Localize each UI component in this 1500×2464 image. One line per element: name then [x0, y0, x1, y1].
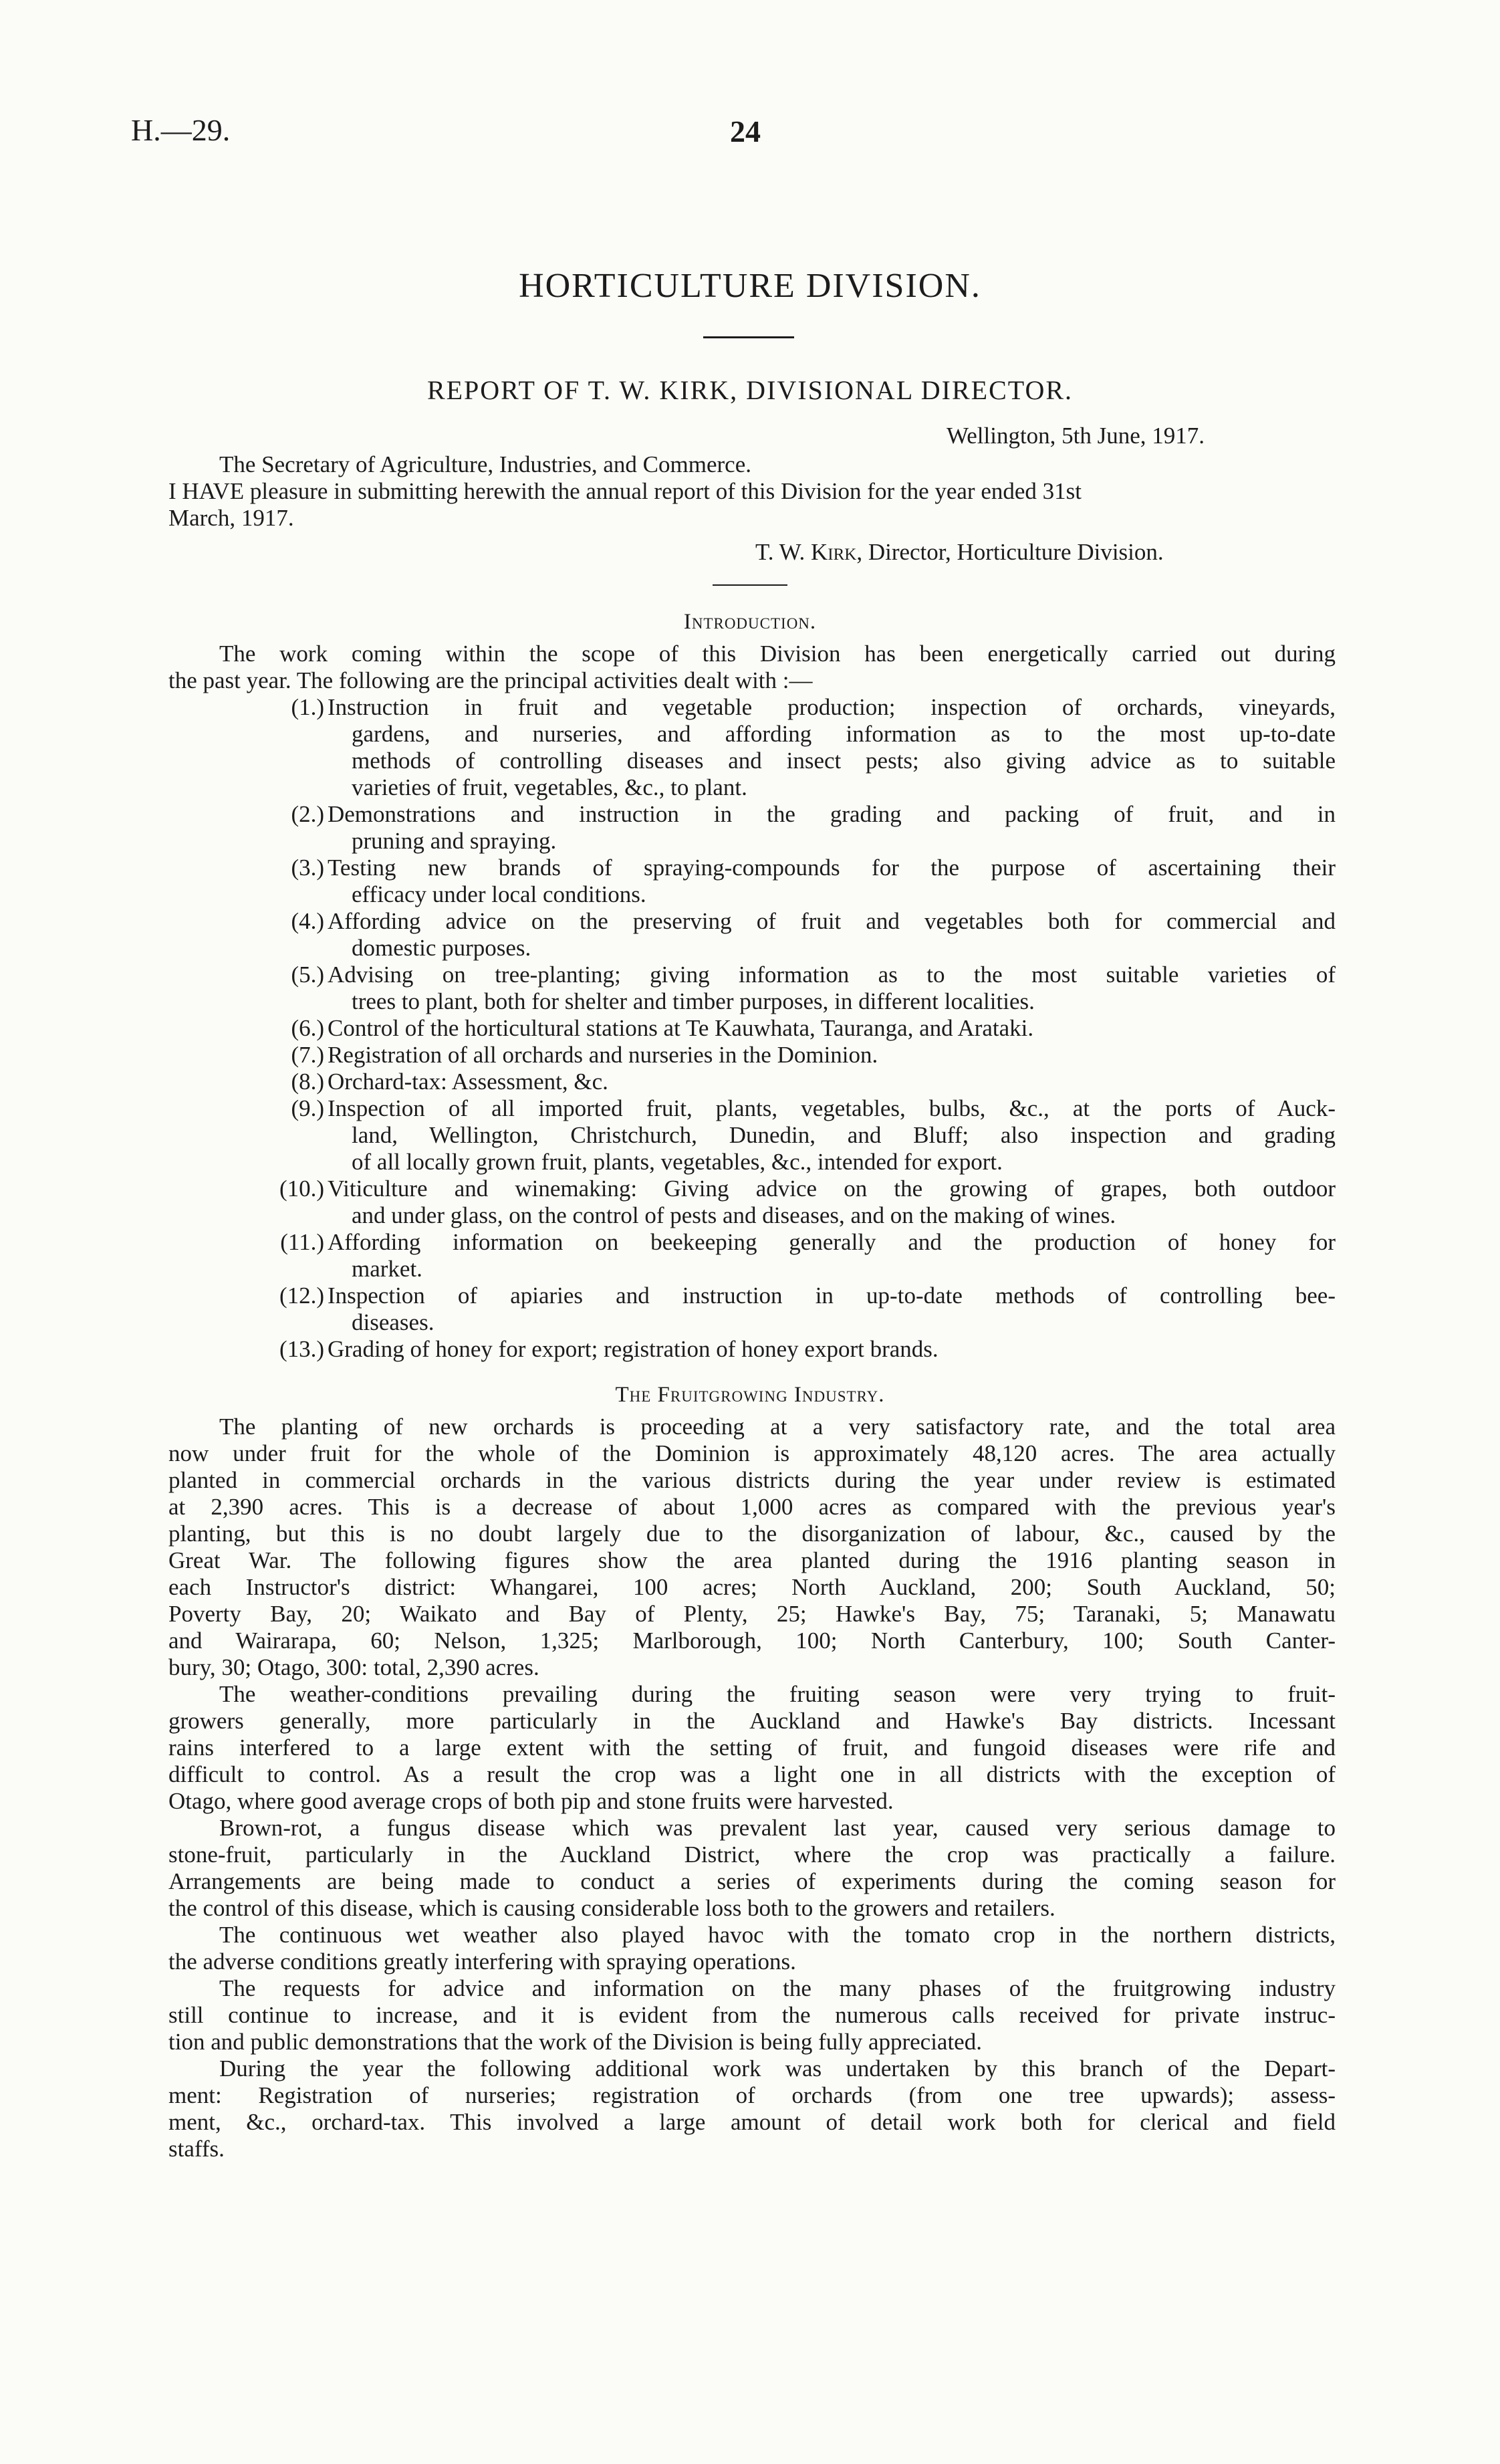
activity-number: (13.): [279, 1336, 324, 1362]
activity-line: methods of controlling diseases and insect pests; also giving advice as to suitable: [352, 748, 1336, 774]
fruitgrowing-line: now under fruit for the whole of the Dominion is approximately 48,120 acres. The area actually: [168, 1440, 1336, 1466]
activity-line: Testing new brands of spraying-compounds for the purpose of ascertaining their: [328, 855, 1336, 881]
letter-body-line-2: March, 1917.: [168, 505, 294, 531]
introduction-heading: Introduction.: [683, 610, 817, 634]
activity-number: (11.): [280, 1229, 324, 1255]
fruitgrowing-line: difficult to control. As a result the crop was a light one in all districts with the exception of: [168, 1761, 1336, 1787]
letter-divider: [713, 584, 787, 586]
activity-line: Registration of all orchards and nurseries in the Dominion.: [328, 1042, 878, 1068]
fruitgrowing-line: Arrangements are being made to conduct a series of experiments during the coming season for: [168, 1868, 1336, 1894]
fruitgrowing-line: stone-fruit, particularly in the Auckland District, where the crop was practically a failure.: [168, 1841, 1336, 1868]
activity-line: trees to plant, both for shelter and timber purposes, in different localities.: [352, 988, 1035, 1014]
letter-addressee: The Secretary of Agriculture, Industries, and Commerce.: [219, 451, 751, 477]
page-title: HORTICULTURE DIVISION.: [519, 267, 981, 305]
activity-line: diseases.: [352, 1309, 434, 1335]
activity-line: and under glass, on the control of pests and diseases, and on the making of wines.: [352, 1202, 1116, 1228]
signature-initials: T. W.: [755, 539, 811, 565]
fruitgrowing-line: bury, 30; Otago, 300: total, 2,390 acres.: [168, 1654, 539, 1680]
activity-number: (1.): [291, 694, 324, 720]
activity-line: of all locally grown fruit, plants, vegetables, &c., intended for export.: [352, 1149, 1003, 1175]
activity-number: (8.): [291, 1069, 324, 1095]
fruitgrowing-line: Great War. The following figures show the area planted during the 1916 planting season in: [168, 1547, 1336, 1573]
introduction-line-1: The work coming within the scope of this Division has been energetically carried out during: [219, 641, 1336, 667]
activity-line: varieties of fruit, vegetables, &c., to plant.: [352, 774, 747, 800]
activity-line: land, Wellington, Christchurch, Dunedin, and Bluff; also inspection and grading: [352, 1122, 1336, 1148]
activity-line: pruning and spraying.: [352, 828, 557, 854]
fruitgrowing-line: the adverse conditions greatly interfering with spraying operations.: [168, 1948, 796, 1975]
activity-line: Grading of honey for export; registration of honey export brands.: [328, 1336, 939, 1362]
activity-line: gardens, and nurseries, and affording information as to the most up-to-date: [352, 721, 1336, 747]
activity-line: Inspection of all imported fruit, plants, vegetables, bulbs, &c., at the ports of Auck-: [328, 1095, 1336, 1121]
fruitgrowing-line: ment: Registration of nurseries; registration of orchards (from one tree upwards); assess-: [168, 2082, 1336, 2108]
fruitgrowing-line: rains interfered to a large extent with the setting of fruit, and fungoid diseases were rife and: [168, 1734, 1336, 1761]
fruitgrowing-line: at 2,390 acres. This is a decrease of about 1,000 acres as compared with the previous year's: [168, 1494, 1336, 1520]
page-number: 24: [730, 114, 761, 148]
activity-line: Orchard-tax: Assessment, &c.: [328, 1069, 608, 1095]
activity-line: domestic purposes.: [352, 935, 531, 961]
fruitgrowing-line: each Instructor's district: Whangarei, 100 acres; North Auckland, 200; South Auckland, 50;: [168, 1574, 1336, 1600]
activity-line: Control of the horticultural stations at Te Kauwhata, Tauranga, and Arataki.: [328, 1015, 1034, 1041]
fruitgrowing-line: still continue to increase, and it is evident from the numerous calls received for private instruc-: [168, 2002, 1336, 2028]
activity-line: efficacy under local conditions.: [352, 881, 646, 907]
fruitgrowing-line: The requests for advice and information on the many phases of the fruitgrowing industry: [219, 1975, 1336, 2001]
activity-number: (12.): [279, 1282, 324, 1309]
activity-line: Affording information on beekeeping generally and the production of honey for: [328, 1229, 1336, 1255]
activity-line: Affording advice on the preserving of fruit and vegetables both for commercial and: [328, 908, 1336, 934]
activity-line: Advising on tree-planting; giving information as to the most suitable varieties of: [328, 962, 1336, 988]
fruitgrowing-line: the control of this disease, which is causing considerable loss both to the growers and retailers.: [168, 1895, 1055, 1921]
letter-signature: [755, 539, 1164, 566]
activity-number: (7.): [291, 1042, 324, 1068]
introduction-line-2: the past year. The following are the principal activities dealt with :—: [168, 667, 813, 693]
fruitgrowing-line: growers generally, more particularly in the Auckland and Hawke's Bay districts. Incessant: [168, 1708, 1336, 1734]
activity-number: (3.): [291, 855, 324, 881]
activity-number: (10.): [279, 1175, 324, 1202]
fruitgrowing-line: Poverty Bay, 20; Waikato and Bay of Plenty, 25; Hawke's Bay, 75; Taranaki, 5; Manawatu: [168, 1601, 1336, 1627]
signature-name: Kirk: [810, 539, 857, 565]
activity-number: (6.): [291, 1015, 324, 1041]
letter-body-lead: I HAVE: [168, 478, 245, 504]
fruitgrowing-line: and Wairarapa, 60; Nelson, 1,325; Marlborough, 100; North Canterbury, 100; South Canter-: [168, 1628, 1336, 1654]
letter-place-date: Wellington, 5th June, 1917.: [947, 423, 1205, 449]
title-divider: [703, 336, 794, 338]
fruitgrowing-line: staffs.: [168, 2136, 225, 2162]
fruitgrowing-line: Otago, where good average crops of both pip and stone fruits were harvested.: [168, 1788, 894, 1814]
report-reference: H.—29.: [131, 113, 231, 147]
activity-line: Instruction in fruit and vegetable production; inspection of orchards, vineyards,: [328, 694, 1336, 720]
letter-body-line: [168, 478, 1082, 505]
activity-line: Inspection of apiaries and instruction in up-to-date methods of controlling bee-: [328, 1282, 1336, 1309]
fruitgrowing-line: Brown-rot, a fungus disease which was prevalent last year, caused very serious damage to: [219, 1815, 1336, 1841]
activity-number: (9.): [291, 1095, 324, 1121]
letter-body-rest: pleasure in submitting herewith the annual report of this Division for the year ended 31st: [244, 478, 1082, 504]
activity-number: (4.): [291, 908, 324, 934]
fruitgrowing-line: tion and public demonstrations that the work of the Division is being fully appreciated.: [168, 2029, 982, 2055]
activity-line: market.: [352, 1256, 422, 1282]
fruitgrowing-line: The weather-conditions prevailing during the fruiting season were very trying to fruit-: [219, 1681, 1336, 1707]
fruitgrowing-line: The continuous wet weather also played havoc with the tomato crop in the northern districts,: [219, 1922, 1336, 1948]
fruitgrowing-line: The planting of new orchards is proceeding at a very satisfactory rate, and the total area: [219, 1414, 1336, 1440]
signature-title: , Director, Horticulture Division.: [856, 539, 1164, 565]
activity-number: (5.): [291, 962, 324, 988]
activity-line: Viticulture and winemaking: Giving advice on the growing of grapes, both outdoor: [328, 1175, 1336, 1202]
activity-number: (2.): [291, 801, 324, 827]
activity-line: Demonstrations and instruction in the grading and packing of fruit, and in: [328, 801, 1336, 827]
fruitgrowing-line: ment, &c., orchard-tax. This involved a large amount of detail work both for clerical and field: [168, 2109, 1336, 2135]
fruitgrowing-heading: The Fruitgrowing Industry.: [615, 1383, 885, 1407]
fruitgrowing-line: planted in commercial orchards in the various districts during the year under review is estimated: [168, 1467, 1336, 1493]
fruitgrowing-line: During the year the following additional work was undertaken by this branch of the Depart-: [219, 2055, 1336, 2082]
report-heading: REPORT OF T. W. KIRK, DIVISIONAL DIRECTOR.: [426, 375, 1074, 405]
fruitgrowing-line: planting, but this is no doubt largely due to the disorganization of labour, &c., caused by the: [168, 1521, 1336, 1547]
